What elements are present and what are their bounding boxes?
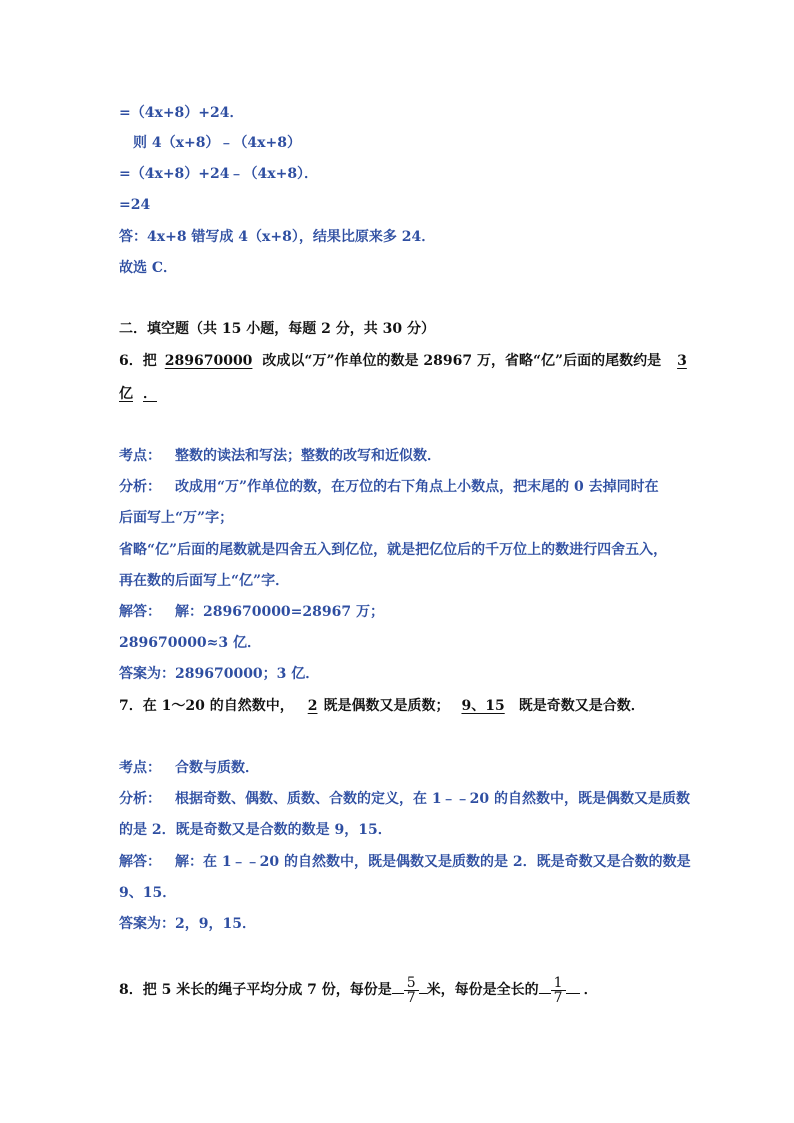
q8-prefix: 8．把 5 米长的绳子平均分成 7 份，每份是	[119, 982, 392, 998]
q6-middle: 改成以“万”作单位的数是 28967 万，省略“亿”后面的尾数约是	[262, 353, 662, 369]
step-choice: 故选 C．	[119, 260, 178, 276]
step-answer: 答：4x+8 错写成 4（x+8），结果比原来多 24．	[119, 229, 436, 245]
q6-fenxi	[119, 477, 659, 497]
q7-fenxi-label: 分析：	[119, 791, 161, 807]
q6-kaodian-label: 考点：	[119, 448, 161, 464]
q6-fenxi-label: 分析：	[119, 479, 161, 495]
section-title: 二．填空题（共 15 小题，每题 2 分，共 30 分）	[119, 321, 435, 337]
q7-kaodian	[119, 758, 259, 778]
q6-fenxi-text-4: 再在数的后面写上“亿”字．	[119, 573, 290, 589]
q8-middle: 米，每份是全长的	[426, 982, 539, 998]
q8-stem	[119, 973, 598, 1007]
q6-blank-1: 289670000	[164, 353, 253, 369]
step-line-3: =（4x+8）+24﹣（4x+8）．	[119, 166, 319, 182]
q7-kaodian-text: 合数与质数．	[175, 760, 259, 776]
q7-jieda-label: 解答：	[119, 854, 161, 870]
q6-jieda	[119, 602, 384, 622]
q8-fraction-1	[404, 976, 419, 1005]
q6-answer: 答案为：289670000；3 亿．	[119, 666, 320, 682]
q8-fraction-1-numerator: 5	[406, 974, 416, 991]
q6-fenxi-text-3: 省略“亿”后面的尾数就是四舍五入到亿位，就是把亿位后的千万位上的数进行四舍五入，	[119, 542, 668, 558]
q7-fenxi	[119, 789, 690, 809]
q7-jieda-text-2: 9、15．	[119, 885, 177, 901]
q6-prefix: 6．把	[119, 353, 157, 369]
q8-fraction-2-numerator: 1	[553, 974, 563, 991]
q6-blank-2-cont: 亿 ．	[119, 386, 157, 402]
q7-blank-2: 9、15	[461, 698, 505, 714]
q6-jieda-text-2: 289670000≈3 亿．	[119, 635, 262, 651]
q6-fenxi-text-2: 后面写上“万”字；	[119, 510, 234, 526]
q7-stem	[119, 696, 645, 716]
q6-jieda-label: 解答：	[119, 604, 161, 620]
q8-end: ．	[583, 982, 598, 998]
q8-blank-trail-1	[419, 979, 427, 994]
q6-fenxi-text-1: 改成用“万”作单位的数，在万位的右下角点上小数点，把末尾的 0 去掉同时在	[175, 479, 659, 495]
q7-end: 既是奇数又是合数．	[518, 698, 645, 714]
q8-fraction-1-denominator: 7	[404, 990, 419, 1005]
q6-stem	[119, 351, 687, 371]
step-line-1: =（4x+8）+24．	[119, 105, 244, 121]
q7-answer: 答案为：2，9，15．	[119, 916, 256, 932]
q8-blank-trail-2	[566, 979, 580, 994]
q6-blank-2: 3	[677, 353, 687, 369]
q6-jieda-text-1: 解：289670000=28967 万；	[175, 604, 384, 620]
q7-middle: 既是偶数又是质数；	[323, 698, 450, 714]
q7-jieda-text-1: 解：在 1﹣﹣20 的自然数中，既是偶数又是质数的是 2．既是奇数又是合数的数是	[175, 854, 691, 870]
q7-kaodian-label: 考点：	[119, 760, 161, 776]
q6-kaodian	[119, 446, 441, 466]
q7-jieda	[119, 852, 691, 872]
q8-blank-lead-2	[539, 979, 551, 994]
q6-stem-cont	[119, 384, 169, 404]
q8-fraction-2	[551, 976, 566, 1005]
q6-kaodian-text: 整数的读法和写法；整数的改写和近似数．	[175, 448, 441, 464]
q8-blank-lead-1	[392, 979, 404, 994]
q7-blank-1: 2	[307, 698, 318, 714]
step-line-4: =24	[119, 197, 151, 213]
q7-fenxi-text-2: 的是 2．既是奇数又是合数的数是 9，15．	[119, 822, 392, 838]
step-line-2: 则 4（x+8）﹣（4x+8）	[133, 135, 301, 151]
q8-fraction-2-denominator: 7	[551, 990, 566, 1005]
q7-fenxi-text-1: 根据奇数、偶数、质数、合数的定义，在 1﹣﹣20 的自然数中，既是偶数又是质数	[175, 791, 690, 807]
q7-prefix: 7．在 1～20 的自然数中，	[119, 698, 294, 714]
